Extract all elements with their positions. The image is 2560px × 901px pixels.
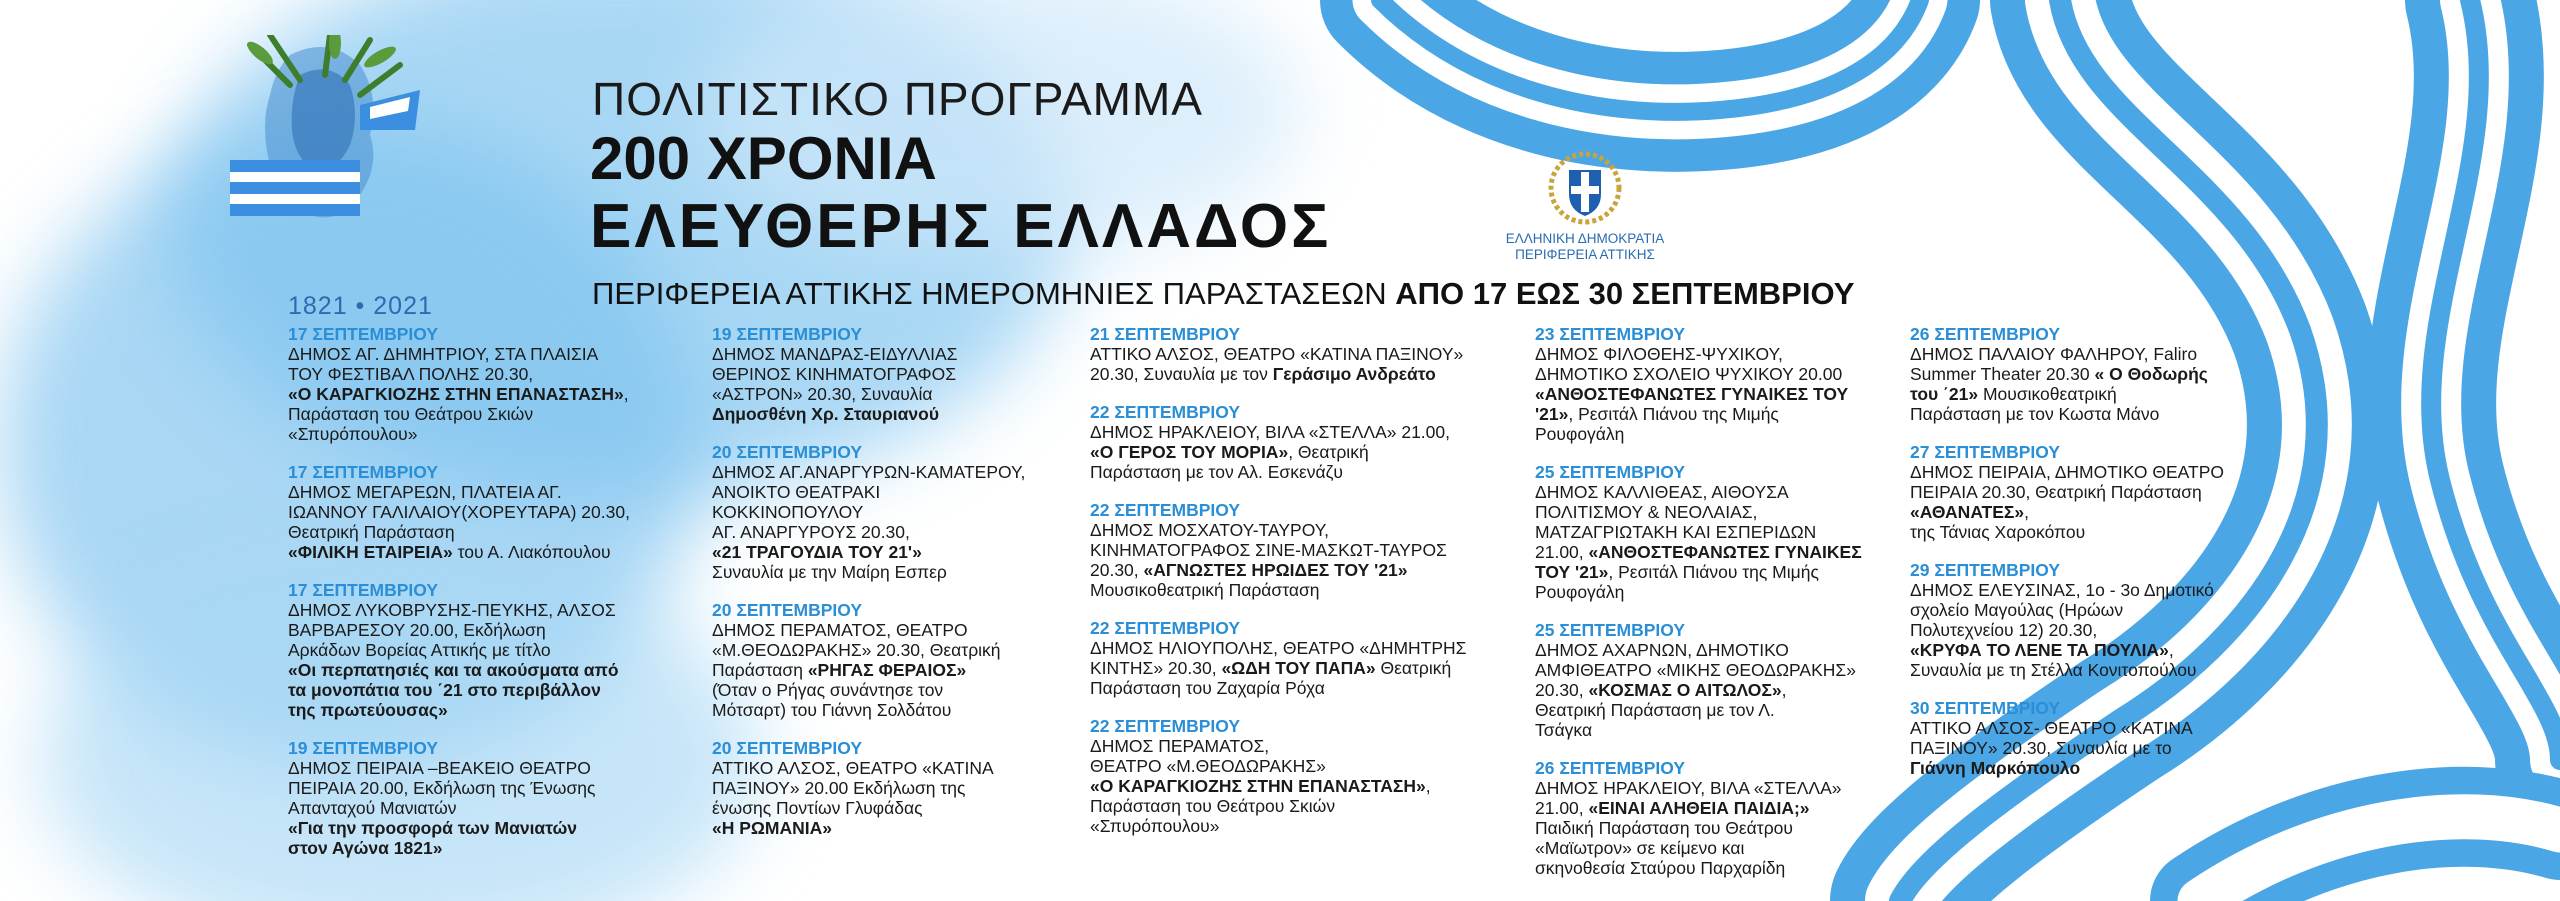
event-highlight-text: «ΩΔΗ ΤΟΥ ΠΑΠΑ» — [1221, 658, 1376, 678]
event-highlight-text: στον Αγώνα 1821» — [288, 838, 443, 858]
years-label: 1821 • 2021 — [288, 292, 433, 320]
event-text: , — [2024, 502, 2029, 522]
anniversary-title: 200 ΧΡΟΝΙΑ — [590, 125, 937, 192]
attica-region-logo — [1500, 150, 1670, 263]
event-item — [288, 580, 630, 720]
event-item — [712, 324, 1025, 424]
event-text-line — [1090, 776, 1467, 796]
event-highlight-text: «ΦΙΛΙΚΗ ΕΤΑΙΡΕΙΑ» — [288, 542, 453, 562]
event-highlight-text: «21 ΤΡΑΓΟΥΔΙΑ ΤΟΥ 21'» — [712, 542, 922, 562]
event-text-line — [1090, 520, 1467, 540]
event-text: σκηνοθεσία Σταύρου Παρχαρίδη — [1535, 858, 1786, 878]
event-item — [288, 738, 630, 858]
event-text-line — [288, 838, 630, 858]
event-highlight-text: «ΑΝΘΟΣΤΕΦΑΝΩΤΕΣ ΓΥΝΑΙΚΕΣ — [1588, 542, 1862, 562]
subtitle-date-range: ΑΠΟ 17 ΕΩΣ 30 ΣΕΠΤΕΜΒΡΙΟΥ — [1395, 276, 1855, 311]
event-text: ΑΤΤΙΚΟ ΑΛΣΟΣ, ΘΕΑΤΡΟ «ΚΑΤΙΝΑ — [712, 758, 994, 778]
event-item — [1535, 462, 1862, 602]
event-text-line — [1535, 858, 1862, 878]
event-text-line — [712, 620, 1025, 640]
event-text-line — [1090, 816, 1467, 836]
event-text-line — [1910, 660, 2224, 680]
event-text-line — [712, 482, 1025, 502]
event-text-line — [1535, 344, 1862, 364]
event-text: Συναυλία με τη Στέλλα Κονιτοπούλου — [1910, 660, 2197, 680]
event-text: Summer Theater 20.30 — [1910, 364, 2095, 384]
event-date: 22 ΣΕΠΤΕΜΒΡΙΟΥ — [1090, 716, 1241, 736]
event-text-line — [288, 758, 630, 778]
event-text-line — [1535, 424, 1862, 444]
event-text-line — [288, 798, 630, 818]
event-text-line — [288, 818, 630, 838]
event-text-line — [1910, 384, 2224, 404]
event-text: ΙΩΑΝΝΟΥ ΓΑΛΙΛΑΙΟΥ(ΧΟΡΕΥΤΑΡΑ) 20.30, — [288, 502, 630, 522]
event-text: Παράσταση με τον Κωστα Μάνο — [1910, 404, 2160, 424]
event-highlight-text: τα μονοπάτια του ΄21 στο περιβάλλον — [288, 680, 601, 700]
event-text: Παιδική Παράσταση του Θεάτρου — [1535, 818, 1793, 838]
event-text-line — [1910, 344, 2224, 364]
event-text: ΠΕΙΡΑΙΑ 20.00, Εκδήλωση της Ένωσης — [288, 778, 596, 798]
event-highlight-text: «Ο ΓΕΡΟΣ ΤΟΥ ΜΟΡΙΑ» — [1090, 442, 1289, 462]
schedule-subtitle — [592, 276, 1854, 312]
event-text: (Όταν ο Ρήγας συνάντησε τον — [712, 680, 944, 700]
events-column-3 — [1090, 324, 1467, 854]
event-text-line — [1910, 404, 2224, 424]
event-text-line — [1090, 462, 1467, 482]
event-text-line — [1910, 482, 2224, 502]
event-text: Μότσαρτ) του Γιάννη Σολδάτου — [712, 700, 952, 720]
event-highlight-text: « Ο Θοδωρής — [2094, 364, 2208, 384]
anniversary-title-line2: ΕΛΕΥΘΕΡΗΣ ΕΛΛΑΔΟΣ — [590, 192, 1332, 261]
events-column-2 — [712, 324, 1025, 856]
event-text-line — [712, 660, 1025, 680]
event-text-line — [1535, 522, 1862, 542]
event-text-line — [1090, 540, 1467, 560]
event-date: 17 ΣΕΠΤΕΜΒΡΙΟΥ — [288, 580, 439, 600]
event-highlight-text: Γιάννη Μαρκόπουλο — [1910, 758, 2081, 778]
event-text: ΚΙΝΗΜΑΤΟΓΡΑΦΟΣ ΣΙΝΕ-ΜΑΣΚΩΤ-ΤΑΥΡΟΣ — [1090, 540, 1447, 560]
event-text: ΜΑΤΖΑΓΡΙΩΤΑΚΗ ΚΑΙ ΕΣΠΕΡΙΔΩΝ — [1535, 522, 1817, 542]
event-text: ΔΗΜΟΣ ΦΙΛΟΘΕΗΣ-ΨΥΧΙΚΟΥ, — [1535, 344, 1783, 364]
event-text-line — [712, 818, 1025, 838]
event-text-line — [1910, 718, 2224, 738]
event-highlight-text: της πρωτεύουσας» — [288, 700, 448, 720]
event-date: 21 ΣΕΠΤΕΜΒΡΙΟΥ — [1090, 324, 1241, 344]
event-text: Απανταχού Μανιατών — [288, 798, 457, 818]
event-date: 19 ΣΕΠΤΕΜΒΡΙΟΥ — [288, 738, 439, 758]
event-text: 20.30, — [1535, 680, 1589, 700]
event-text: «Μ.ΘΕΟΔΩΡΑΚΗΣ» 20.30, Θεατρική — [712, 640, 1001, 660]
event-item — [1910, 442, 2224, 542]
event-item — [288, 324, 630, 444]
event-text-line — [288, 700, 630, 720]
events-column-1 — [288, 324, 630, 876]
event-text-line — [712, 562, 1025, 582]
event-text: ΑΤΤΙΚΟ ΑΛΣΟΣ- ΘΕΑΤΡΟ «ΚΑΤΙΝΑ — [1910, 718, 2193, 738]
event-text-line — [1090, 364, 1467, 384]
event-text-line — [712, 522, 1025, 542]
event-text: ΔΗΜΟΣ ΑΧΑΡΝΩΝ, ΔΗΜΟΤΙΚΟ — [1535, 640, 1789, 660]
event-text: ΔΗΜΟΣ ΠΕΡΑΜΑΤΟΣ, ΘΕΑΤΡΟ — [712, 620, 968, 640]
event-text-line — [288, 404, 630, 424]
event-text: ΚΟΚΚΙΝΟΠΟΥΛΟΥ — [712, 502, 864, 522]
event-text: Θεατρική — [1375, 658, 1452, 678]
event-text-line — [288, 344, 630, 364]
event-text: ΔΗΜΟΣ ΠΕΙΡΑΙΑ –ΒΕΑΚΕΙΟ ΘΕΑΤΡΟ — [288, 758, 591, 778]
event-text-line — [712, 404, 1025, 424]
event-text-line — [1090, 344, 1467, 364]
event-item — [712, 738, 1025, 838]
event-text: ΠΕΙΡΑΙΑ 20.30, Θεατρική Παράσταση — [1910, 482, 2202, 502]
event-text: σχολείο Μαγούλας (Ηρώων — [1910, 600, 2124, 620]
event-text: ΠΑΞΙΝΟΥ» 20.30, Συναυλία με το — [1910, 738, 2172, 758]
event-text: ΔΗΜΟΣ ΗΡΑΚΛΕΙΟΥ, ΒΙΛΑ «ΣΤΕΛΛΑ» 21.00, — [1090, 422, 1450, 442]
event-item — [288, 462, 630, 562]
event-text: Παράσταση με τον Αλ. Εσκενάζυ — [1090, 462, 1343, 482]
event-text: ΔΗΜΟΣ ΗΛΙΟΥΠΟΛΗΣ, ΘΕΑΤΡΟ «ΔΗΜΗΤΡΗΣ — [1090, 638, 1467, 658]
event-text-line — [288, 620, 630, 640]
event-item — [712, 600, 1025, 720]
event-text-line — [288, 424, 630, 444]
event-highlight-text: «ΑΓΝΩΣΤΕΣ ΗΡΩΙΔΕΣ ΤΟΥ '21» — [1143, 560, 1408, 580]
event-text-line — [712, 542, 1025, 562]
event-text: «Σπυρόπουλου» — [288, 424, 418, 444]
event-date: 25 ΣΕΠΤΕΜΒΡΙΟΥ — [1535, 620, 1686, 640]
event-text-line — [1535, 680, 1862, 700]
event-item — [712, 442, 1025, 582]
event-text: 20.30, Συναυλία με τον — [1090, 364, 1273, 384]
event-highlight-text: «Για την προσφορά των Μανιατών — [288, 818, 578, 838]
event-text-line — [1090, 756, 1467, 776]
event-text: ΔΗΜΟΣ ΛΥΚΟΒΡΥΣΗΣ-ΠΕΥΚΗΣ, ΑΛΣΟΣ — [288, 600, 616, 620]
event-text: ΠΑΞΙΝΟΥ» 20.00 Εκδήλωση της — [712, 778, 966, 798]
event-text-line — [712, 384, 1025, 404]
event-text-line — [712, 462, 1025, 482]
event-date: 20 ΣΕΠΤΕΜΒΡΙΟΥ — [712, 442, 863, 462]
event-text: , Θεατρική — [1288, 442, 1369, 462]
event-text: ΔΗΜΟΣ ΜΟΣΧΑΤΟΥ-ΤΑΥΡΟΥ, — [1090, 520, 1330, 540]
event-text: Παράσταση του Ζαχαρία Ρόχα — [1090, 678, 1325, 698]
event-text-line — [1910, 364, 2224, 384]
liberty-head-emblem — [230, 35, 440, 255]
event-text-line — [1910, 580, 2224, 600]
event-text-line — [712, 778, 1025, 798]
event-item — [1090, 324, 1467, 384]
event-text-line — [1090, 658, 1467, 678]
event-text-line — [288, 482, 630, 502]
event-text-line — [288, 522, 630, 542]
event-text-line — [1535, 838, 1862, 858]
event-item — [1090, 618, 1467, 698]
event-highlight-text: του ΄21» — [1910, 384, 1979, 404]
event-text: ΔΗΜΟΣ ΠΕΡΑΜΑΤΟΣ, — [1090, 736, 1270, 756]
event-text-line — [1910, 522, 2224, 542]
event-text: , — [1425, 776, 1431, 796]
event-text-line — [1090, 736, 1467, 756]
event-date: 26 ΣΕΠΤΕΜΒΡΙΟΥ — [1910, 324, 2061, 344]
event-text: ΔΗΜΟΣ ΚΑΛΛΙΘΕΑΣ, ΑΙΘΟΥΣΑ — [1535, 482, 1789, 502]
event-text: ένωσης Ποντίων Γλυφάδας — [712, 798, 923, 818]
coat-caption-line1: ΕΛΛΗΝΙΚΗ ΔΗΜΟΚΡΑΤΙΑ — [1505, 231, 1665, 246]
event-text: ΒΑΡΒΑΡΕΣΟΥ 20.00, Εκδήλωση — [288, 620, 546, 640]
event-text: Θεατρική Παράσταση με τον Λ. — [1535, 700, 1775, 720]
event-date: 30 ΣΕΠΤΕΜΒΡΙΟΥ — [1910, 698, 2061, 718]
event-highlight-text: «ΕΙΝΑΙ ΑΛΗΘΕΙΑ ΠΑΙΔΙΑ;» — [1588, 798, 1810, 818]
event-text: Θεατρική Παράσταση — [288, 522, 455, 542]
event-text-line — [288, 680, 630, 700]
event-text: «ΑΣΤΡΟΝ» 20.30, Συναυλία — [712, 384, 933, 404]
event-highlight-text: «ΚΡΥΦΑ ΤΟ ΛΕΝΕ ΤΑ ΠΟΥΛΙΑ» — [1910, 640, 2169, 660]
event-text-line — [1910, 502, 2224, 522]
event-text: Πολυτεχνείου 12) 20.30, — [1910, 620, 2098, 640]
event-item — [1090, 500, 1467, 600]
event-text: ΤΟΥ ΦΕΣΤΙΒΑΛ ΠΟΛΗΣ 20.30, — [288, 364, 534, 384]
event-text: , — [623, 384, 629, 404]
event-text-line — [1535, 798, 1862, 818]
program-title: ΠΟΛΙΤΙΣΤΙΚΟ ΠΡΟΓΡΑΜΜΑ — [592, 73, 1203, 125]
event-text: ΑΝΟΙΚΤΟ ΘΕΑΤΡΑΚΙ — [712, 482, 881, 502]
event-highlight-text: ΤΟΥ '21» — [1535, 562, 1609, 582]
event-text-line — [1910, 600, 2224, 620]
event-text: ΑΜΦΙΘΕΑΤΡΟ «ΜΙΚΗΣ ΘΕΟΔΩΡΑΚΗΣ» — [1535, 660, 1856, 680]
event-text-line — [288, 600, 630, 620]
event-date: 27 ΣΕΠΤΕΜΒΡΙΟΥ — [1910, 442, 2061, 462]
event-item — [1910, 560, 2224, 680]
event-text-line — [1910, 462, 2224, 482]
event-text-line — [712, 502, 1025, 522]
event-text: «Σπυρόπουλου» — [1090, 816, 1220, 836]
event-text: Παράσταση του Θεάτρου Σκιών — [1090, 796, 1336, 816]
event-text: ΠΟΛΙΤΙΣΜΟΥ & ΝΕΟΛΑΙΑΣ, — [1535, 502, 1758, 522]
event-text-line — [1535, 364, 1862, 384]
event-text: Παράσταση του Θεάτρου Σκιών — [288, 404, 534, 424]
event-text: Ρουφογάλη — [1535, 424, 1625, 444]
coat-caption-line2: ΠΕΡΙΦΕΡΕΙΑ ΑΤΤΙΚΗΣ — [1515, 247, 1655, 262]
event-highlight-text: «ΑΘΑΝΑΤΕΣ» — [1910, 502, 2025, 522]
event-date: 25 ΣΕΠΤΕΜΒΡΙΟΥ — [1535, 462, 1686, 482]
event-text: ΚΙΝΤΗΣ» 20.30, — [1090, 658, 1222, 678]
event-text-line — [712, 700, 1025, 720]
event-item — [1090, 716, 1467, 836]
event-text-line — [288, 660, 630, 680]
events-column-4 — [1535, 324, 1862, 896]
event-highlight-text: '21» — [1535, 404, 1569, 424]
event-text: ΔΗΜΟΣ ΑΓ. ΔΗΜΗΤΡΙΟΥ, ΣΤΑ ΠΛΑΙΣΙΑ — [288, 344, 599, 364]
event-date: 20 ΣΕΠΤΕΜΒΡΙΟΥ — [712, 738, 863, 758]
event-text-line — [1535, 562, 1862, 582]
coat-of-arms-icon — [1547, 150, 1623, 226]
event-text: 21.00, — [1535, 542, 1589, 562]
event-text-line — [1535, 582, 1862, 602]
event-text-line — [288, 364, 630, 384]
event-text: Παράσταση — [712, 660, 808, 680]
event-item — [1535, 324, 1862, 444]
event-text: Μουσικοθεατρική Παράσταση — [1090, 580, 1320, 600]
event-text-line — [1910, 620, 2224, 640]
event-text: , Ρεσιτάλ Πιάνου της Μιμής — [1568, 404, 1779, 424]
event-text-line — [1910, 758, 2224, 778]
event-text-line — [712, 798, 1025, 818]
event-text: 21.00, — [1535, 798, 1589, 818]
event-text: Τσάγκα — [1535, 720, 1593, 740]
event-text-line — [712, 364, 1025, 384]
event-text: Συναυλία με την Μαίρη Εσπερ — [712, 562, 947, 582]
event-text: ΑΓ. ΑΝΑΡΓΥΡΟΥΣ 20.30, — [712, 522, 910, 542]
event-highlight-text: «ΡΗΓΑΣ ΦΕΡΑΙΟΣ» — [807, 660, 967, 680]
event-text-line — [712, 758, 1025, 778]
event-highlight-text: «ΚΟΣΜΑΣ Ο ΑΙΤΩΛΟΣ» — [1588, 680, 1782, 700]
event-text-line — [1535, 482, 1862, 502]
event-text: ΔΗΜΟΣ ΠΑΛΑΙΟΥ ΦΑΛΗΡΟΥ, Faliro — [1910, 344, 2198, 364]
event-text-line — [1535, 660, 1862, 680]
event-text-line — [1090, 638, 1467, 658]
event-text: Ρουφογάλη — [1535, 582, 1625, 602]
event-highlight-text: «Οι περπατησιές και τα ακούσματα από — [288, 660, 619, 680]
event-item — [1535, 758, 1862, 878]
event-text: , Ρεσιτάλ Πιάνου της Μιμής — [1608, 562, 1819, 582]
event-item — [1910, 698, 2224, 778]
event-highlight-text: «Η ΡΩΜΑΝΙΑ» — [712, 818, 833, 838]
event-text-line — [1535, 542, 1862, 562]
event-text: ΑΤΤΙΚΟ ΑΛΣΟΣ, ΘΕΑΤΡΟ «ΚΑΤΙΝΑ ΠΑΞΙΝΟΥ» — [1090, 344, 1464, 364]
event-item — [1910, 324, 2224, 424]
event-date: 19 ΣΕΠΤΕΜΒΡΙΟΥ — [712, 324, 863, 344]
event-text-line — [1090, 678, 1467, 698]
event-text-line — [1535, 720, 1862, 740]
event-item — [1090, 402, 1467, 482]
event-text: , — [2168, 640, 2174, 660]
event-text: Αρκάδων Βορείας Αττικής με τίτλο — [288, 640, 551, 660]
event-highlight-text: Γεράσιμο Ανδρεάτο — [1272, 364, 1436, 384]
event-text: ΔΗΜΟΣ ΕΛΕΥΣΙΝΑΣ, 1ο - 3ο Δημοτικό — [1910, 580, 2214, 600]
event-text-line — [1090, 796, 1467, 816]
event-text-line — [288, 542, 630, 562]
event-text: ΔΗΜΟΣ ΑΓ.ΑΝΑΡΓΥΡΩΝ-ΚΑΜΑΤΕΡΟΥ, — [712, 462, 1026, 482]
event-date: 29 ΣΕΠΤΕΜΒΡΙΟΥ — [1910, 560, 2061, 580]
event-date: 17 ΣΕΠΤΕΜΒΡΙΟΥ — [288, 462, 439, 482]
subtitle-text: ΠΕΡΙΦΕΡΕΙΑ ΑΤΤΙΚΗΣ ΗΜΕΡΟΜΗΝΙΕΣ ΠΑΡΑΣΤΑΣΕΩΝ — [592, 276, 1396, 311]
event-text-line — [1535, 384, 1862, 404]
event-text: ΘΕΡΙΝΟΣ ΚΙΝΗΜΑΤΟΓΡΑΦΟΣ — [712, 364, 957, 384]
event-text-line — [1535, 778, 1862, 798]
event-text: της Τάνιας Χαροκόπου — [1910, 522, 2086, 542]
event-date: 22 ΣΕΠΤΕΜΒΡΙΟΥ — [1090, 618, 1241, 638]
event-text-line — [1910, 738, 2224, 758]
event-text-line — [1090, 422, 1467, 442]
event-text-line — [1535, 640, 1862, 660]
event-item — [1535, 620, 1862, 740]
event-text-line — [712, 640, 1025, 660]
event-text: ΔΗΜΟΣ ΗΡΑΚΛΕΙΟΥ, ΒΙΛΑ «ΣΤΕΛΛΑ» — [1535, 778, 1842, 798]
event-text-line — [1910, 640, 2224, 660]
event-text-line — [288, 640, 630, 660]
event-text-line — [288, 502, 630, 522]
event-text-line — [1535, 502, 1862, 522]
events-column-5 — [1910, 324, 2224, 796]
event-date: 22 ΣΕΠΤΕΜΒΡΙΟΥ — [1090, 402, 1241, 422]
event-date: 20 ΣΕΠΤΕΜΒΡΙΟΥ — [712, 600, 863, 620]
event-text-line — [712, 680, 1025, 700]
event-text-line — [1090, 580, 1467, 600]
event-text-line — [1090, 442, 1467, 462]
event-highlight-text: «Ο ΚΑΡΑΓΚΙΟΖΗΣ ΣΤΗΝ ΕΠΑΝΑΣΤΑΣΗ» — [288, 384, 624, 404]
event-date: 22 ΣΕΠΤΕΜΒΡΙΟΥ — [1090, 500, 1241, 520]
event-text: ΔΗΜΟΤΙΚΟ ΣΧΟΛΕΙΟ ΨΥΧΙΚΟΥ 20.00 — [1535, 364, 1843, 384]
event-text: ΔΗΜΟΣ ΠΕΙΡΑΙΑ, ΔΗΜΟΤΙΚΟ ΘΕΑΤΡΟ — [1910, 462, 2225, 482]
event-text: ΔΗΜΟΣ ΜΕΓΑΡΕΩΝ, ΠΛΑΤΕΙΑ ΑΓ. — [288, 482, 562, 502]
event-text-line — [1090, 560, 1467, 580]
event-text-line — [1535, 818, 1862, 838]
event-text: ΔΗΜΟΣ ΜΑΝΔΡΑΣ-ΕΙΔΥΛΛΙΑΣ — [712, 344, 958, 364]
event-text: 20.30, — [1090, 560, 1144, 580]
event-text: , — [1781, 680, 1787, 700]
event-highlight-text: «Ο ΚΑΡΑΓΚΙΟΖΗΣ ΣΤΗΝ ΕΠΑΝΑΣΤΑΣΗ» — [1090, 776, 1426, 796]
event-text: ΘΕΑΤΡΟ «Μ.ΘΕΟΔΩΡΑΚΗΣ» — [1090, 756, 1326, 776]
event-date: 26 ΣΕΠΤΕΜΒΡΙΟΥ — [1535, 758, 1686, 778]
event-highlight-text: Δημοσθένη Χρ. Σταυριανού — [712, 404, 940, 424]
event-text-line — [712, 344, 1025, 364]
event-date: 23 ΣΕΠΤΕΜΒΡΙΟΥ — [1535, 324, 1686, 344]
event-text: «Μαϊωτρον» σε κείμενο και — [1535, 838, 1745, 858]
event-text-line — [288, 384, 630, 404]
event-date: 17 ΣΕΠΤΕΜΒΡΙΟΥ — [288, 324, 439, 344]
event-text-line — [1535, 404, 1862, 424]
event-text-line — [288, 778, 630, 798]
event-text: του Α. Λιακόπουλου — [452, 542, 611, 562]
event-text: Μουσικοθεατρική — [1978, 384, 2117, 404]
event-highlight-text: «ΑΝΘΟΣΤΕΦΑΝΩΤΕΣ ΓΥΝΑΙΚΕΣ ΤΟΥ — [1535, 384, 1849, 404]
event-text-line — [1535, 700, 1862, 720]
